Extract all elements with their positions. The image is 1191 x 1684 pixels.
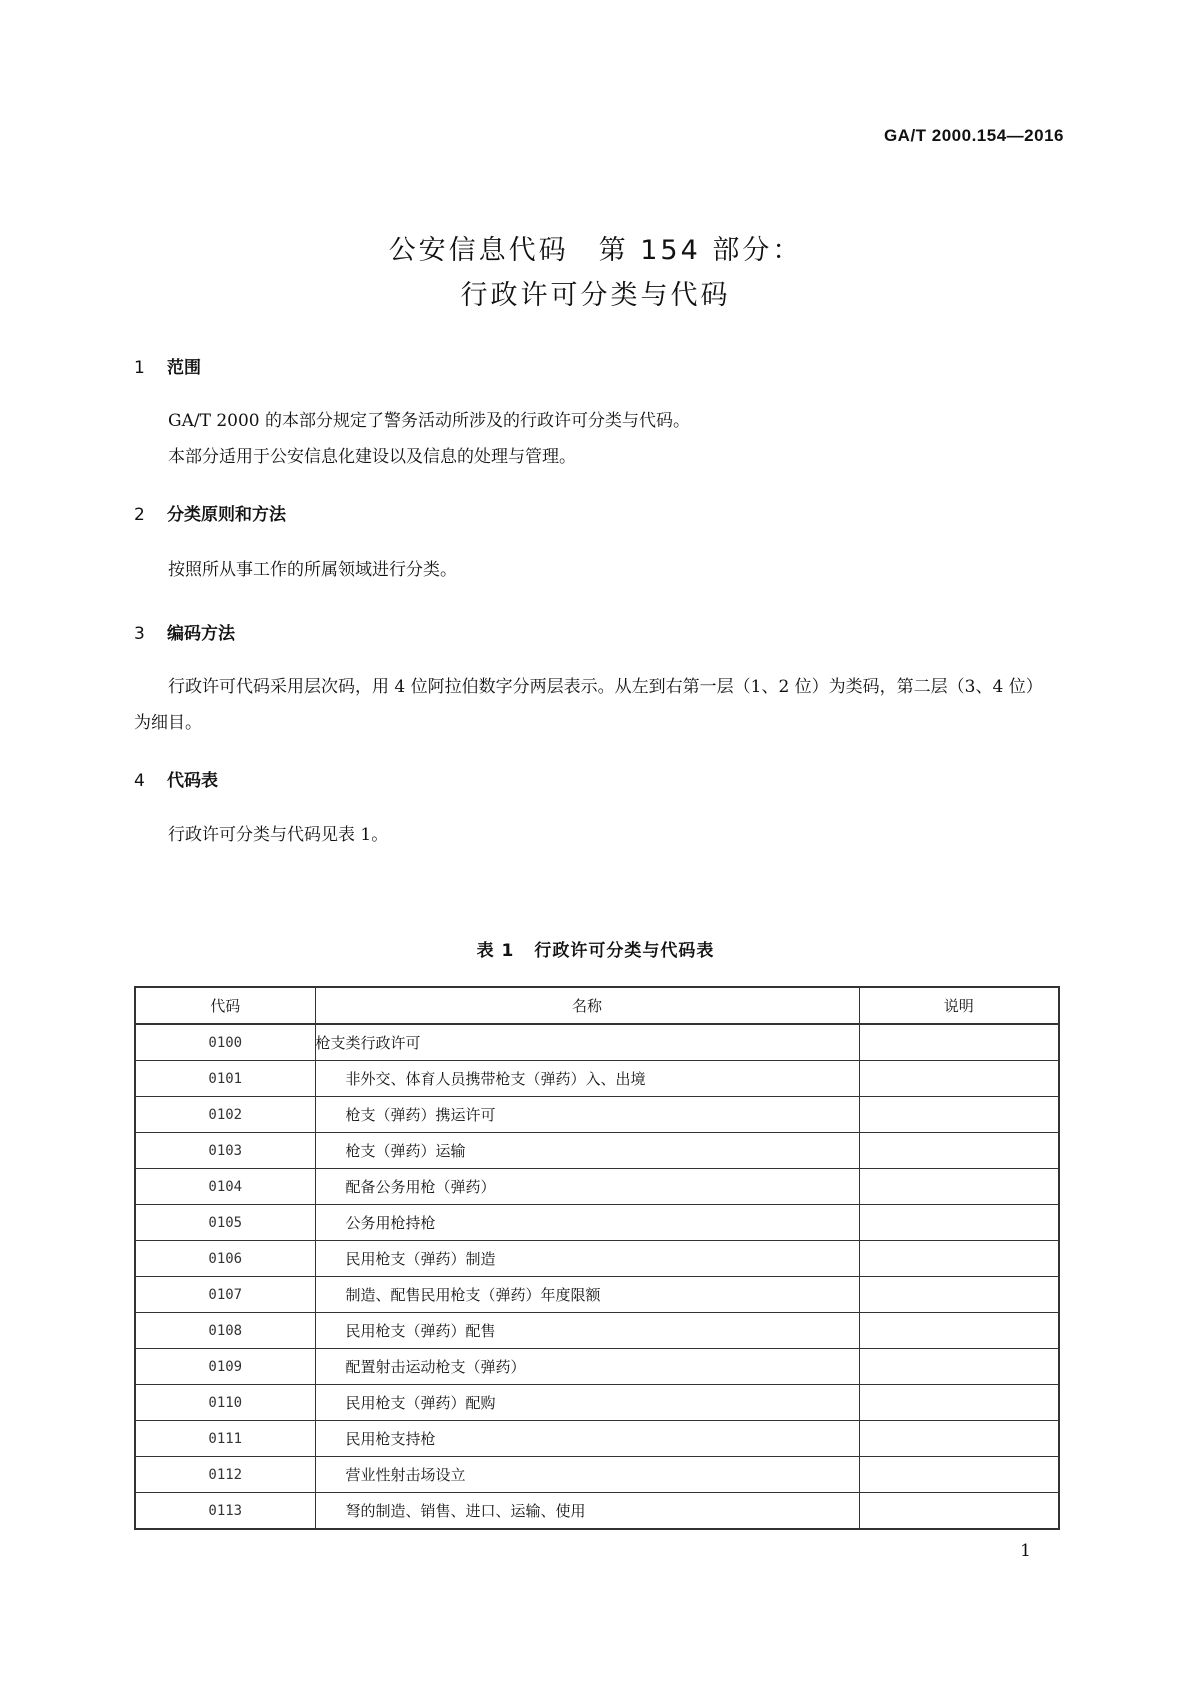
table-row xyxy=(135,1241,1059,1277)
table-row xyxy=(135,1133,1059,1169)
cell-name: 配置射击运动枪支（弹药） xyxy=(315,1349,859,1385)
cell-name: 民用枪支（弹药）配购 xyxy=(315,1385,859,1421)
table-caption xyxy=(0,936,1191,961)
section-paragraph: 行政许可代码采用层次码，用 4 位阿拉伯数字分两层表示。从左到右第一层（1、2 位）为类码，第二层（3、4 位）为细目。 xyxy=(134,677,1043,733)
standard-number: GA/T 2000.154—2016 xyxy=(883,126,1064,145)
cell-note xyxy=(859,1457,1059,1493)
cell-code: 0110 xyxy=(135,1385,315,1421)
cell-note xyxy=(859,1241,1059,1277)
section-title: 代码表 xyxy=(167,771,218,791)
cell-name: 民用枪支持枪 xyxy=(315,1421,859,1457)
cell-name: 枪支（弹药）携运许可 xyxy=(315,1097,859,1133)
cell-code: 0109 xyxy=(135,1349,315,1385)
document-title-line2: 行政许可分类与代码 xyxy=(460,280,731,311)
section-heading-code-table xyxy=(134,766,218,791)
cell-note xyxy=(859,1097,1059,1133)
cell-note xyxy=(859,1169,1059,1205)
cell-name: 枪支类行政许可 xyxy=(315,1024,859,1061)
column-header-name: 名称 xyxy=(315,987,859,1024)
cell-note xyxy=(859,1024,1059,1061)
table-row xyxy=(135,1457,1059,1493)
cell-note xyxy=(859,1349,1059,1385)
table-row xyxy=(135,1024,1059,1061)
table-header-row xyxy=(135,987,1059,1024)
table-caption-label: 表 1 xyxy=(476,941,515,961)
cell-code: 0105 xyxy=(135,1205,315,1241)
section-number: 3 xyxy=(134,624,145,644)
section-number: 4 xyxy=(134,771,145,791)
cell-code: 0113 xyxy=(135,1493,315,1530)
table-row xyxy=(135,1385,1059,1421)
cell-code: 0112 xyxy=(135,1457,315,1493)
table-row xyxy=(135,1313,1059,1349)
cell-name: 枪支（弹药）运输 xyxy=(315,1133,859,1169)
cell-name: 公务用枪持枪 xyxy=(315,1205,859,1241)
cell-code: 0101 xyxy=(135,1061,315,1097)
cell-note xyxy=(859,1061,1059,1097)
section-paragraph: 行政许可分类与代码见表 1。 xyxy=(168,825,389,845)
section-title: 分类原则和方法 xyxy=(167,505,286,525)
section-paragraph: 按照所从事工作的所属领域进行分类。 xyxy=(168,560,457,580)
cell-code: 0108 xyxy=(135,1313,315,1349)
table-caption-title: 行政许可分类与代码表 xyxy=(534,941,715,961)
cell-code: 0100 xyxy=(135,1024,315,1061)
cell-code: 0104 xyxy=(135,1169,315,1205)
cell-name: 配备公务用枪（弹药） xyxy=(315,1169,859,1205)
page-number: 1 xyxy=(1020,1541,1031,1561)
cell-note xyxy=(859,1205,1059,1241)
cell-code: 0103 xyxy=(135,1133,315,1169)
cell-name: 营业性射击场设立 xyxy=(315,1457,859,1493)
cell-name: 民用枪支（弹药）配售 xyxy=(315,1313,859,1349)
cell-name: 民用枪支（弹药）制造 xyxy=(315,1241,859,1277)
cell-note xyxy=(859,1277,1059,1313)
cell-name: 制造、配售民用枪支（弹药）年度限额 xyxy=(315,1277,859,1313)
cell-note xyxy=(859,1421,1059,1457)
cell-code: 0107 xyxy=(135,1277,315,1313)
section-heading-principles xyxy=(134,500,286,525)
code-table xyxy=(134,986,1060,1530)
column-header-note: 说明 xyxy=(859,987,1059,1024)
cell-note xyxy=(859,1385,1059,1421)
table-row xyxy=(135,1205,1059,1241)
cell-name: 非外交、体育人员携带枪支（弹药）入、出境 xyxy=(315,1061,859,1097)
table-row xyxy=(135,1277,1059,1313)
column-header-code: 代码 xyxy=(135,987,315,1024)
cell-code: 0102 xyxy=(135,1097,315,1133)
section-paragraph: GA/T 2000 的本部分规定了警务活动所涉及的行政许可分类与代码。 xyxy=(168,411,690,431)
cell-note xyxy=(859,1493,1059,1530)
cell-code: 0111 xyxy=(135,1421,315,1457)
table-row xyxy=(135,1097,1059,1133)
document-title-line1: 公安信息代码 第 154 部分： xyxy=(388,235,803,266)
cell-note xyxy=(859,1133,1059,1169)
section-paragraph: 本部分适用于公安信息化建设以及信息的处理与管理。 xyxy=(168,447,576,467)
cell-code: 0106 xyxy=(135,1241,315,1277)
table-row xyxy=(135,1421,1059,1457)
cell-note xyxy=(859,1313,1059,1349)
table-row xyxy=(135,1493,1059,1530)
section-heading-scope xyxy=(134,353,201,378)
section-number: 2 xyxy=(134,505,145,525)
table-row xyxy=(135,1169,1059,1205)
table-row xyxy=(135,1349,1059,1385)
cell-name: 弩的制造、销售、进口、运输、使用 xyxy=(315,1493,859,1530)
section-number: 1 xyxy=(134,358,145,378)
section-title: 范围 xyxy=(167,358,201,378)
section-title: 编码方法 xyxy=(167,624,235,644)
table-row xyxy=(135,1061,1059,1097)
section-heading-coding xyxy=(134,619,235,644)
